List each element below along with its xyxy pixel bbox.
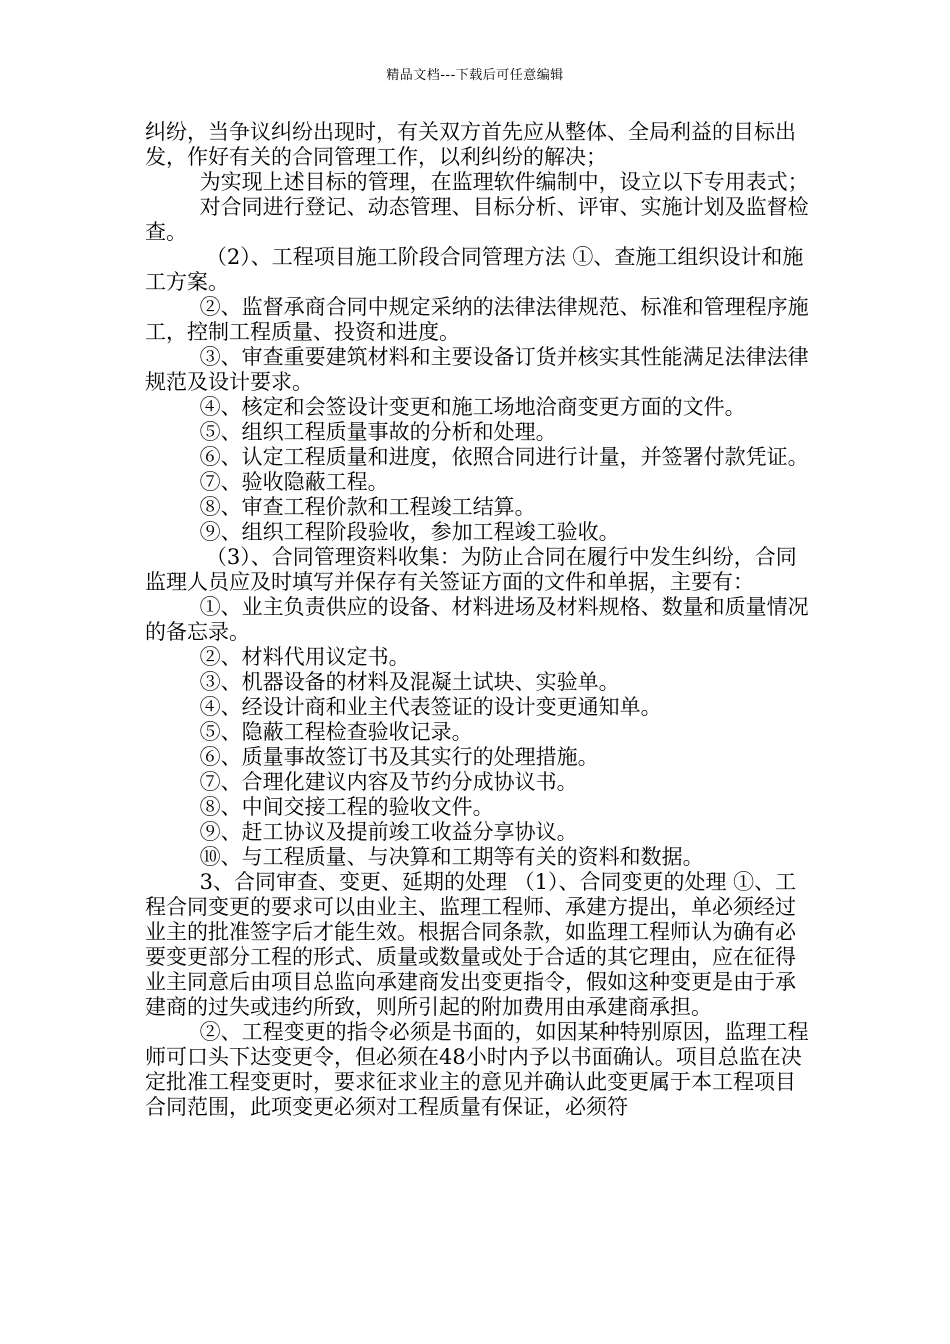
paragraph: 3、合同审查、变更、延期的处理 （1）、合同变更的处理 ①、工程合同变更的要求可以由业主、监理工程师、承建方提出，单必须经过业主的批准签字后才能生效。根据合同条款，如监理工程师认为确有必要变更部分工程的形式、质量或数量或处于合适的其它理由，应在征得业主同意后由项目总监向承建商发出变更指令，假如这种变更是由于承建商的过失或违约所致，则所引起的附加费用由承建商承担。 <box>145 870 797 1019</box>
paragraph: ⑨、组织工程阶段验收，参加工程竣工验收。 <box>199 520 620 544</box>
paragraph: ③、机器设备的材料及混凝土试块、实验单。 <box>199 670 620 694</box>
paragraph: 为实现上述目标的管理，在监理软件编制中，设立以下专用表式； <box>199 170 809 194</box>
paragraph: ⑧、中间交接工程的验收文件。 <box>199 795 494 819</box>
paragraph: 纠纷，当争议纠纷出现时，有关双方首先应从整体、全局利益的目标出发，作好有关的合同管理工作，以利纠纷的解决； <box>145 120 796 169</box>
page-header: 精品文档---下载后可任意编辑 <box>386 68 564 83</box>
paragraph: ⑩、与工程质量、与决算和工期等有关的资料和数据。 <box>199 845 704 869</box>
paragraph: ③、审查重要建筑材料和主要设备订货并核实其性能满足法律法律规范及设计要求。 <box>145 345 809 394</box>
paragraph: ②、监督承商合同中规定采纳的法律法律规范、标准和管理程序施工，控制工程质量、投资和进度。 <box>145 295 809 344</box>
paragraph: ⑧、审查工程价款和工程竣工结算。 <box>199 495 536 519</box>
document-body <box>145 120 810 1120</box>
paragraph: ④、核定和会签设计变更和施工场地洽商变更方面的文件。 <box>199 395 746 419</box>
paragraph: （2）、工程项目施工阶段合同管理方法 ①、查施工组织设计和施工方案。 <box>145 245 804 294</box>
paragraph: ②、材料代用议定书。 <box>199 645 410 669</box>
paragraph: ②、工程变更的指令必须是书面的，如因某种特别原因，监理工程师可口头下达变更令，但必须在48小时内予以书面确认。项目总监在决定批准工程变更时，要求征求业主的意见并确认此变更属于本工程项目合同范围，此项变更必须对工程质量有保证，必须符 <box>145 1020 809 1119</box>
paragraph: ⑨、赶工协议及提前竣工收益分享协议。 <box>199 820 578 844</box>
paragraph: ⑥、质量事故签订书及其实行的处理措施。 <box>199 745 599 769</box>
paragraph: ④、经设计商和业主代表签证的设计变更通知单。 <box>199 695 662 719</box>
paragraph: ①、业主负责供应的设备、材料进场及材料规格、数量和质量情况的备忘录。 <box>145 595 809 644</box>
paragraph: ⑤、组织工程质量事故的分析和处理。 <box>199 420 557 444</box>
paragraph: 对合同进行登记、动态管理、目标分析、评审、实施计划及监督检查。 <box>145 195 809 244</box>
paragraph: ⑦、验收隐蔽工程。 <box>199 470 389 494</box>
paragraph: ⑥、认定工程质量和进度，依照合同进行计量，并签署付款凭证。 <box>199 445 809 469</box>
paragraph: ⑤、隐蔽工程检查验收记录。 <box>199 720 473 744</box>
paragraph: （3）、合同管理资料收集：为防止合同在履行中发生纠纷，合同监理人员应及时填写并保存有关签证方面的文件和单据，主要有： <box>145 545 797 594</box>
paragraph: ⑦、合理化建议内容及节约分成协议书。 <box>199 770 578 794</box>
